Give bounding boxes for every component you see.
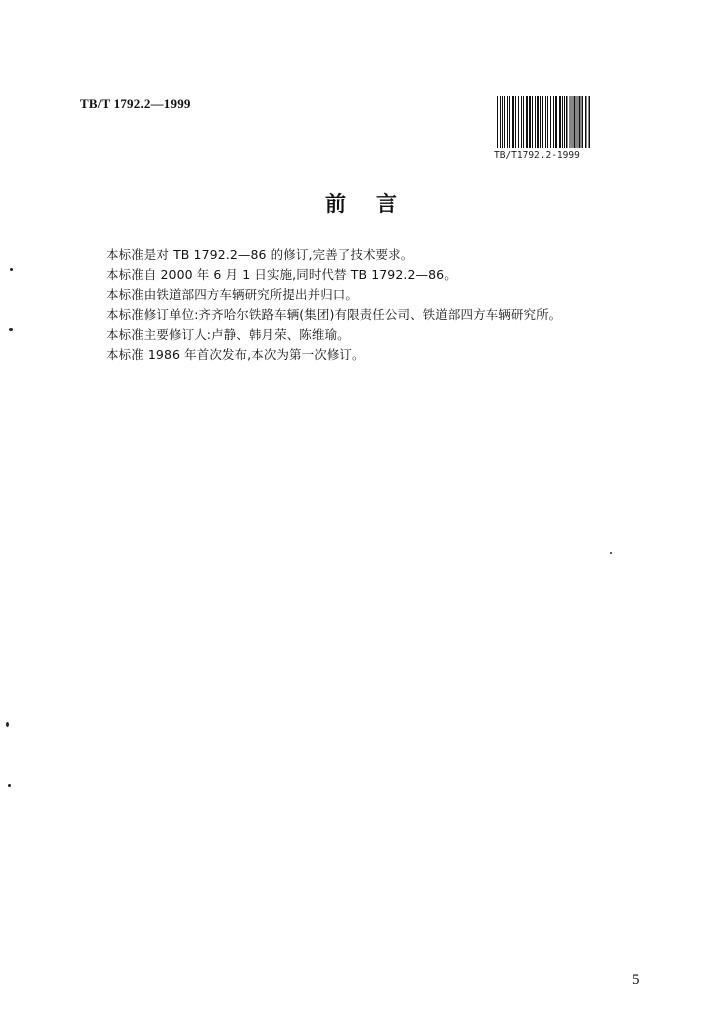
foreword-line: 本标准由铁道部四方车辆研究所提出并归口。 bbox=[106, 287, 359, 302]
barcode-bar bbox=[582, 96, 584, 148]
barcode-bar bbox=[518, 96, 519, 148]
barcode-bar bbox=[564, 96, 565, 148]
barcode-bar bbox=[526, 96, 528, 148]
scan-speck bbox=[9, 328, 13, 331]
standard-number: TB/T 1792.2—1999 bbox=[80, 96, 191, 111]
barcode-bar bbox=[523, 96, 524, 148]
barcode-bar bbox=[500, 96, 501, 148]
barcode-bar bbox=[572, 96, 573, 148]
barcode-block bbox=[494, 96, 594, 166]
barcode-bar bbox=[566, 96, 568, 148]
barcode-bar bbox=[579, 96, 581, 148]
barcode-bar bbox=[540, 96, 541, 148]
barcode-bar bbox=[537, 96, 539, 148]
barcode-bar bbox=[562, 96, 563, 148]
page-number: 5 bbox=[632, 972, 640, 988]
barcode-bar bbox=[502, 96, 503, 148]
barcode-bar bbox=[521, 96, 522, 148]
barcode-image bbox=[496, 96, 592, 148]
barcode-bar bbox=[585, 96, 587, 148]
barcode-bar bbox=[542, 96, 543, 148]
barcode-bar bbox=[529, 96, 531, 148]
barcode-caption: TB/T1792.2-1999 bbox=[494, 150, 580, 161]
barcode-bar bbox=[535, 96, 536, 148]
barcode-bar bbox=[497, 96, 498, 148]
foreword-line: 本标准是对 TB 1792.2—86 的修订,完善了技术要求。 bbox=[106, 247, 414, 262]
barcode-bar bbox=[545, 96, 546, 148]
barcode-bar bbox=[509, 96, 510, 148]
foreword-body bbox=[106, 245, 666, 365]
barcode-bar bbox=[550, 96, 551, 148]
barcode-bar bbox=[555, 96, 557, 148]
foreword-line: 本标准 1986 年首次发布,本次为第一次修订。 bbox=[106, 347, 365, 362]
barcode-bar bbox=[577, 96, 578, 148]
barcode-bar bbox=[512, 96, 514, 148]
foreword-line: 本标准主要修订人:卢静、韩月荣、陈维瑜。 bbox=[106, 327, 350, 342]
barcode-bar bbox=[547, 96, 548, 148]
page-title: 前言 bbox=[325, 192, 427, 216]
foreword-line: 本标准修订单位:齐齐哈尔铁路车辆(集团)有限责任公司、铁道部四方车辆研究所。 bbox=[106, 307, 562, 322]
barcode-bar bbox=[589, 96, 591, 148]
scan-speck bbox=[10, 268, 13, 271]
barcode-bar bbox=[515, 96, 516, 148]
foreword-line: 本标准自 2000 年 6 月 1 日实施,同时代替 TB 1792.2—86。 bbox=[106, 267, 457, 282]
scan-speck bbox=[610, 552, 612, 554]
scan-speck bbox=[8, 784, 11, 787]
barcode-bar bbox=[504, 96, 505, 148]
scan-speck bbox=[6, 722, 9, 727]
barcode-bar bbox=[553, 96, 554, 148]
barcode-bar bbox=[559, 96, 561, 148]
barcode-bar bbox=[532, 96, 533, 148]
barcode-bar bbox=[507, 96, 508, 148]
barcode-bar bbox=[570, 96, 571, 148]
barcode-bar bbox=[574, 96, 576, 148]
